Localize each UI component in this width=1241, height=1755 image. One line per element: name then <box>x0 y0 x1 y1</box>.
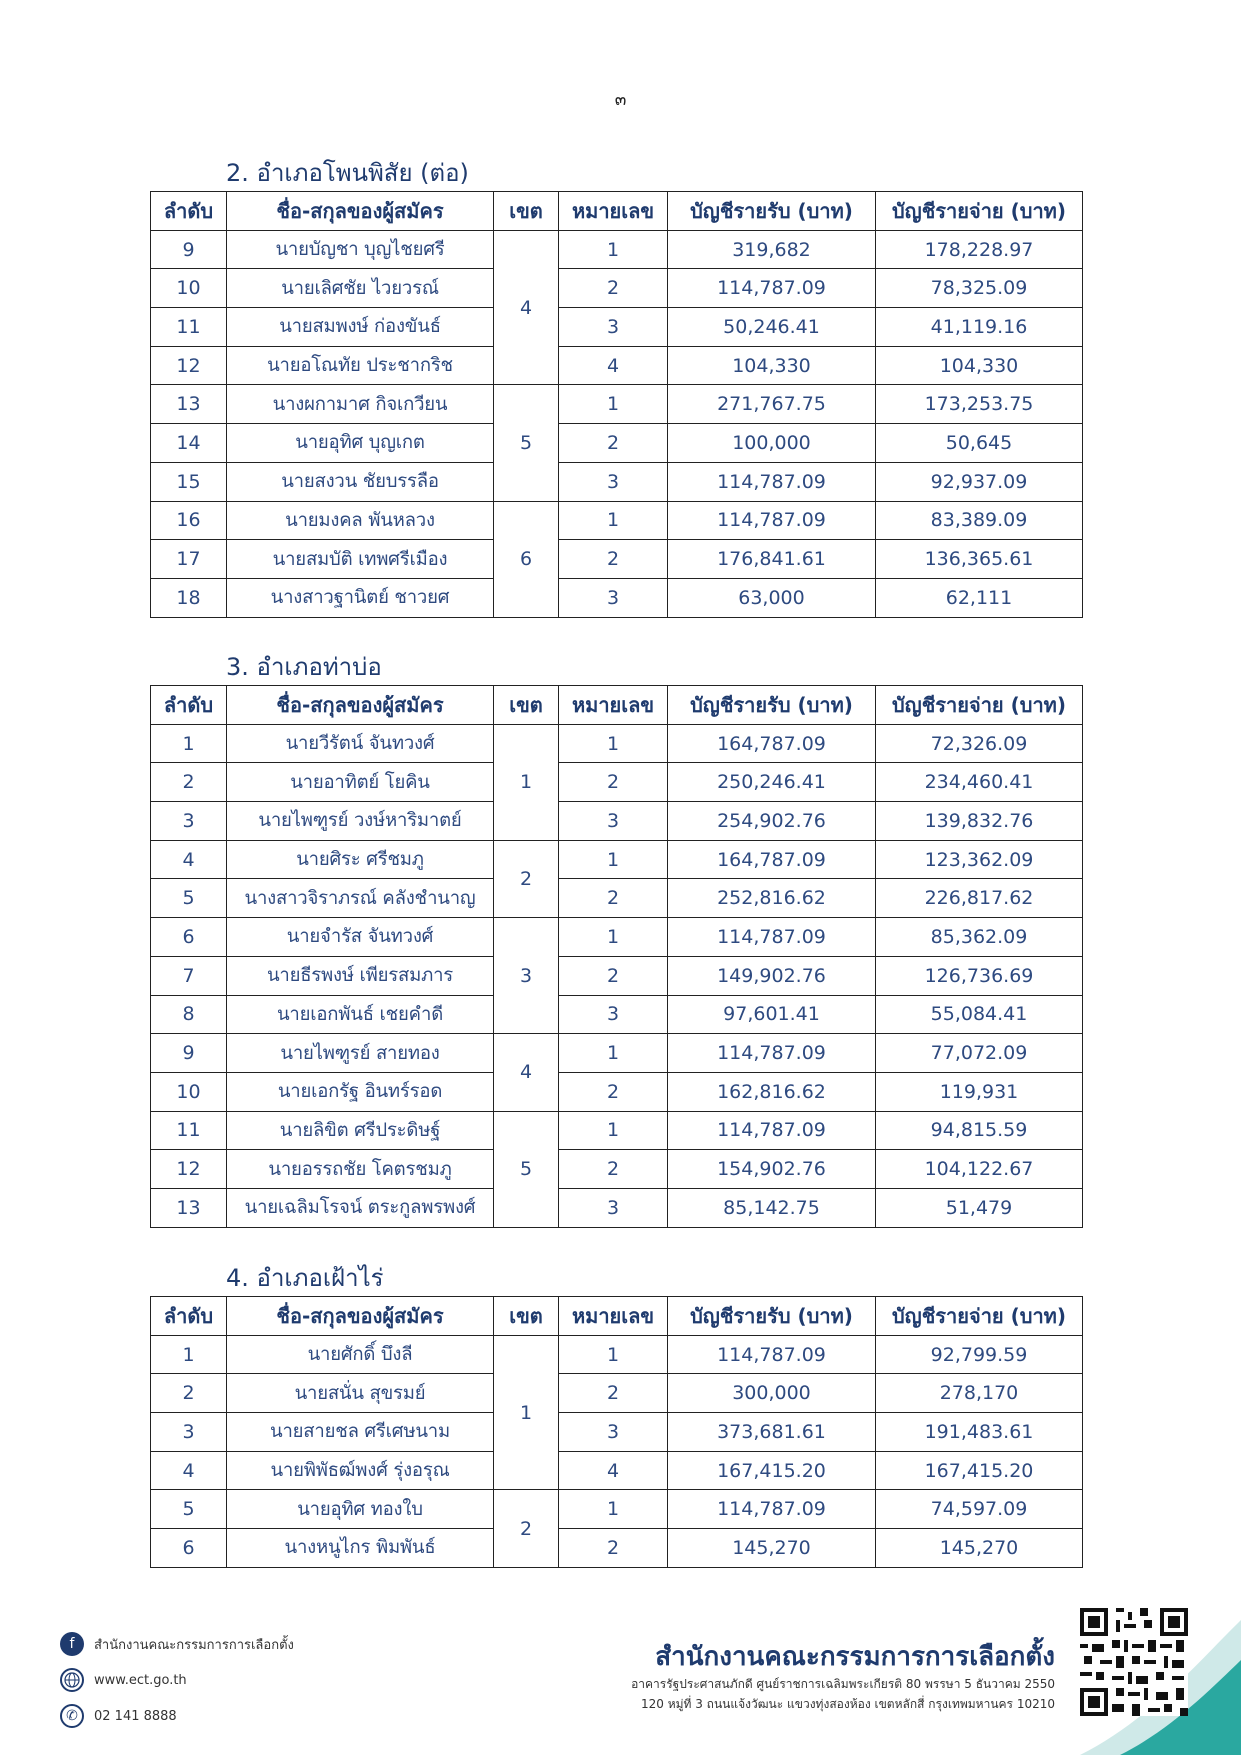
cell-expense: 85,362.09 <box>876 918 1083 957</box>
cell-number: 1 <box>559 1034 668 1073</box>
facebook-icon: f <box>60 1632 84 1656</box>
cell-income: 114,787.09 <box>668 269 876 308</box>
cell-income: 250,246.41 <box>668 763 876 802</box>
cell-expense: 126,736.69 <box>876 956 1083 995</box>
cell-number: 1 <box>559 840 668 879</box>
cell-expense: 62,111 <box>876 578 1083 617</box>
cell-income: 114,787.09 <box>668 462 876 501</box>
cell-expense: 72,326.09 <box>876 724 1083 763</box>
cell-income: 162,816.62 <box>668 1072 876 1111</box>
cell-name: นายสนั่น สุขรมย์ <box>227 1374 494 1413</box>
cell-number: 3 <box>559 1188 668 1227</box>
cell-number: 1 <box>559 385 668 424</box>
footer-facebook[interactable] <box>60 1626 294 1662</box>
table-row <box>151 1034 1083 1073</box>
cell-expense: 173,253.75 <box>876 385 1083 424</box>
cell-order: 10 <box>151 1072 227 1111</box>
footer-website[interactable] <box>60 1662 294 1698</box>
cell-name: นายไพฑูรย์ สายทอง <box>227 1034 494 1073</box>
cell-order: 4 <box>151 840 227 879</box>
cell-order: 2 <box>151 1374 227 1413</box>
cell-order: 11 <box>151 1111 227 1150</box>
cell-number: 3 <box>559 308 668 347</box>
cell-name: นายสมบัติ เทพศรีเมือง <box>227 540 494 579</box>
cell-income: 114,787.09 <box>668 918 876 957</box>
table-row <box>151 724 1083 763</box>
footer-phone[interactable] <box>60 1698 294 1734</box>
table-row <box>151 1413 1083 1452</box>
header-number: หมายเลข <box>559 686 668 725</box>
cell-expense: 167,415.20 <box>876 1451 1083 1490</box>
header-number: หมายเลข <box>559 1297 668 1336</box>
table-row <box>151 462 1083 501</box>
cell-number: 2 <box>559 1374 668 1413</box>
cell-number: 2 <box>559 1150 668 1189</box>
cell-order: 16 <box>151 501 227 540</box>
header-income: บัญชีรายรับ (บาท) <box>668 686 876 725</box>
header-income: บัญชีรายรับ (บาท) <box>668 192 876 231</box>
table-row <box>151 1374 1083 1413</box>
cell-income: 154,902.76 <box>668 1150 876 1189</box>
cell-zone: 5 <box>494 1111 559 1227</box>
table-row <box>151 879 1083 918</box>
header-order: ลำดับ <box>151 686 227 725</box>
section-fao-rai <box>150 1260 1082 1568</box>
cell-expense: 94,815.59 <box>876 1111 1083 1150</box>
header-name: ชื่อ-สกุลของผู้สมัคร <box>227 686 494 725</box>
header-order: ลำดับ <box>151 1297 227 1336</box>
cell-order: 9 <box>151 230 227 269</box>
cell-order: 17 <box>151 540 227 579</box>
cell-name: นางหนูไกร พิมพันธ์ <box>227 1529 494 1568</box>
cell-order: 2 <box>151 763 227 802</box>
table-row <box>151 346 1083 385</box>
cell-number: 2 <box>559 269 668 308</box>
cell-income: 97,601.41 <box>668 995 876 1034</box>
cell-name: นายจำรัส จันทวงศ์ <box>227 918 494 957</box>
cell-income: 63,000 <box>668 578 876 617</box>
cell-order: 9 <box>151 1034 227 1073</box>
cell-order: 10 <box>151 269 227 308</box>
cell-expense: 234,460.41 <box>876 763 1083 802</box>
cell-number: 3 <box>559 578 668 617</box>
cell-zone: 1 <box>494 724 559 840</box>
header-name: ชื่อ-สกุลของผู้สมัคร <box>227 192 494 231</box>
cell-expense: 51,479 <box>876 1188 1083 1227</box>
cell-name: นายเลิศชัย ไวยวรณ์ <box>227 269 494 308</box>
cell-income: 114,787.09 <box>668 1335 876 1374</box>
table-row <box>151 1490 1083 1529</box>
cell-expense: 226,817.62 <box>876 879 1083 918</box>
table-row <box>151 802 1083 841</box>
cell-income: 300,000 <box>668 1374 876 1413</box>
cell-number: 3 <box>559 1413 668 1452</box>
cell-order: 8 <box>151 995 227 1034</box>
cell-number: 1 <box>559 1335 668 1374</box>
cell-income: 50,246.41 <box>668 308 876 347</box>
cell-income: 164,787.09 <box>668 724 876 763</box>
address-line-1: อาคารรัฐประศาสนภักดี ศูนย์ราชการเฉลิมพระเกียรติ 80 พรรษา 5 ธันวาคม 2550 <box>631 1677 1055 1691</box>
cell-order: 18 <box>151 578 227 617</box>
footer-organization <box>631 1640 1055 1714</box>
cell-name: นางสาวจิราภรณ์ คลังชำนาญ <box>227 879 494 918</box>
cell-order: 14 <box>151 424 227 463</box>
website-label: www.ect.go.th <box>94 1672 187 1688</box>
cell-expense: 50,645 <box>876 424 1083 463</box>
table-row <box>151 918 1083 957</box>
cell-expense: 55,084.41 <box>876 995 1083 1034</box>
cell-income: 149,902.76 <box>668 956 876 995</box>
cell-income: 114,787.09 <box>668 1490 876 1529</box>
cell-order: 1 <box>151 1335 227 1374</box>
cell-income: 164,787.09 <box>668 840 876 879</box>
cell-income: 145,270 <box>668 1529 876 1568</box>
footer-contacts <box>60 1626 294 1734</box>
table-row <box>151 995 1083 1034</box>
cell-number: 3 <box>559 462 668 501</box>
candidate-table <box>150 1296 1083 1568</box>
cell-name: นายบัญชา บุญไชยศรี <box>227 230 494 269</box>
cell-name: นางผกามาศ กิจเกวียน <box>227 385 494 424</box>
cell-number: 4 <box>559 346 668 385</box>
cell-expense: 83,389.09 <box>876 501 1083 540</box>
cell-name: นายอรรถชัย โคตรชมภู <box>227 1150 494 1189</box>
cell-order: 6 <box>151 918 227 957</box>
cell-name: นายเฉลิมโรจน์ ตระกูลพรพงศ์ <box>227 1188 494 1227</box>
cell-income: 254,902.76 <box>668 802 876 841</box>
cell-name: นางสาวฐานิตย์ ชาวยศ <box>227 578 494 617</box>
cell-name: นายอาทิตย์ โยคิน <box>227 763 494 802</box>
table-row <box>151 424 1083 463</box>
cell-order: 7 <box>151 956 227 995</box>
cell-number: 3 <box>559 995 668 1034</box>
section-title: 2. อำเภอโพนพิสัย (ต่อ) <box>226 159 469 187</box>
cell-income: 167,415.20 <box>668 1451 876 1490</box>
cell-number: 2 <box>559 1529 668 1568</box>
table-row <box>151 1335 1083 1374</box>
cell-zone: 2 <box>494 840 559 917</box>
cell-name: นายศิระ ศรีชมภู <box>227 840 494 879</box>
table-row <box>151 540 1083 579</box>
cell-order: 13 <box>151 1188 227 1227</box>
cell-name: นายมงคล พันหลวง <box>227 501 494 540</box>
cell-number: 4 <box>559 1451 668 1490</box>
table-row <box>151 763 1083 802</box>
cell-name: นายเอกรัฐ อินทร์รอด <box>227 1072 494 1111</box>
cell-income: 176,841.61 <box>668 540 876 579</box>
cell-income: 114,787.09 <box>668 1111 876 1150</box>
cell-name: นายอโณทัย ประชากริช <box>227 346 494 385</box>
cell-expense: 104,330 <box>876 346 1083 385</box>
candidate-table <box>150 685 1083 1228</box>
section-tha-bo <box>150 649 1082 1228</box>
cell-number: 2 <box>559 879 668 918</box>
cell-expense: 139,832.76 <box>876 802 1083 841</box>
cell-zone: 5 <box>494 385 559 501</box>
cell-expense: 178,228.97 <box>876 230 1083 269</box>
cell-number: 1 <box>559 1111 668 1150</box>
cell-expense: 119,931 <box>876 1072 1083 1111</box>
cell-number: 1 <box>559 1490 668 1529</box>
cell-income: 104,330 <box>668 346 876 385</box>
cell-income: 85,142.75 <box>668 1188 876 1227</box>
table-row <box>151 385 1083 424</box>
cell-number: 2 <box>559 1072 668 1111</box>
phone-label: 02 141 8888 <box>94 1708 177 1724</box>
cell-number: 1 <box>559 918 668 957</box>
cell-order: 4 <box>151 1451 227 1490</box>
header-expense: บัญชีรายจ่าย (บาท) <box>876 1297 1083 1336</box>
table-row <box>151 269 1083 308</box>
table-header-row <box>151 192 1083 231</box>
header-zone: เขต <box>494 192 559 231</box>
cell-expense: 136,365.61 <box>876 540 1083 579</box>
header-income: บัญชีรายรับ (บาท) <box>668 1297 876 1336</box>
section-title: 4. อำเภอเฝ้าไร่ <box>226 1264 384 1292</box>
cell-number: 2 <box>559 540 668 579</box>
header-expense: บัญชีรายจ่าย (บาท) <box>876 192 1083 231</box>
cell-name: นายวีรัตน์ จันทวงศ์ <box>227 724 494 763</box>
cell-order: 1 <box>151 724 227 763</box>
cell-expense: 41,119.16 <box>876 308 1083 347</box>
header-name: ชื่อ-สกุลของผู้สมัคร <box>227 1297 494 1336</box>
cell-number: 1 <box>559 230 668 269</box>
globe-icon <box>60 1668 84 1692</box>
cell-zone: 2 <box>494 1490 559 1567</box>
phone-icon: ✆ <box>60 1704 84 1728</box>
cell-name: นายสงวน ชัยบรรลือ <box>227 462 494 501</box>
table-row <box>151 1072 1083 1111</box>
cell-name: นายสมพงษ์ ก่องขันธ์ <box>227 308 494 347</box>
cell-order: 5 <box>151 879 227 918</box>
table-row <box>151 1451 1083 1490</box>
table-row <box>151 1150 1083 1189</box>
table-row <box>151 501 1083 540</box>
cell-order: 3 <box>151 802 227 841</box>
cell-name: นายเอกพันธ์ เชยคำดี <box>227 995 494 1034</box>
cell-name: นายธีรพงษ์ เพียรสมภาร <box>227 956 494 995</box>
table-row <box>151 308 1083 347</box>
cell-income: 271,767.75 <box>668 385 876 424</box>
cell-order: 12 <box>151 1150 227 1189</box>
cell-income: 319,682 <box>668 230 876 269</box>
page-number: ๓ <box>614 90 627 110</box>
section-phon-phisai <box>150 155 1082 618</box>
section-title: 3. อำเภอท่าบ่อ <box>226 653 382 681</box>
org-name: สำนักงานคณะกรรมการการเลือกตั้ง <box>655 1642 1055 1672</box>
header-number: หมายเลข <box>559 192 668 231</box>
cell-zone: 4 <box>494 230 559 385</box>
cell-expense: 278,170 <box>876 1374 1083 1413</box>
header-expense: บัญชีรายจ่าย (บาท) <box>876 686 1083 725</box>
cell-name: นายพิพัธฒ์พงศ์ รุ่งอรุณ <box>227 1451 494 1490</box>
cell-name: นายลิขิต ศรีประดิษฐ์ <box>227 1111 494 1150</box>
cell-order: 3 <box>151 1413 227 1452</box>
table-row <box>151 1111 1083 1150</box>
cell-expense: 92,937.09 <box>876 462 1083 501</box>
cell-expense: 74,597.09 <box>876 1490 1083 1529</box>
table-row <box>151 230 1083 269</box>
cell-order: 5 <box>151 1490 227 1529</box>
table-row <box>151 578 1083 617</box>
cell-order: 12 <box>151 346 227 385</box>
table-header-row <box>151 1297 1083 1336</box>
cell-zone: 4 <box>494 1034 559 1111</box>
cell-name: นายสายชล ศรีเศษนาม <box>227 1413 494 1452</box>
table-header-row <box>151 686 1083 725</box>
address-line-2: 120 หมู่ที่ 3 ถนนแจ้งวัฒนะ แขวงทุ่งสองห้อง เขตหลักสี่ กรุงเทพมหานคร 10210 <box>640 1697 1055 1711</box>
table-row <box>151 956 1083 995</box>
qr-code-icon[interactable] <box>1080 1608 1188 1716</box>
cell-zone: 3 <box>494 918 559 1034</box>
cell-number: 2 <box>559 424 668 463</box>
header-zone: เขต <box>494 686 559 725</box>
candidate-table <box>150 191 1083 618</box>
cell-expense: 77,072.09 <box>876 1034 1083 1073</box>
cell-zone: 1 <box>494 1335 559 1490</box>
table-row <box>151 840 1083 879</box>
cell-number: 2 <box>559 956 668 995</box>
cell-income: 373,681.61 <box>668 1413 876 1452</box>
cell-order: 15 <box>151 462 227 501</box>
cell-income: 114,787.09 <box>668 501 876 540</box>
cell-number: 3 <box>559 802 668 841</box>
cell-expense: 145,270 <box>876 1529 1083 1568</box>
cell-order: 6 <box>151 1529 227 1568</box>
cell-expense: 123,362.09 <box>876 840 1083 879</box>
cell-number: 2 <box>559 763 668 802</box>
cell-zone: 6 <box>494 501 559 617</box>
facebook-label: สำนักงานคณะกรรมการการเลือกตั้ง <box>94 1637 294 1653</box>
cell-name: นายอุทิศ ทองใบ <box>227 1490 494 1529</box>
cell-name: นายไพฑูรย์ วงษ์หาริมาตย์ <box>227 802 494 841</box>
cell-number: 1 <box>559 724 668 763</box>
cell-income: 100,000 <box>668 424 876 463</box>
cell-order: 13 <box>151 385 227 424</box>
cell-number: 1 <box>559 501 668 540</box>
cell-income: 252,816.62 <box>668 879 876 918</box>
cell-expense: 191,483.61 <box>876 1413 1083 1452</box>
cell-income: 114,787.09 <box>668 1034 876 1073</box>
header-zone: เขต <box>494 1297 559 1336</box>
cell-name: นายอุทิศ บุญเกต <box>227 424 494 463</box>
cell-expense: 78,325.09 <box>876 269 1083 308</box>
cell-order: 11 <box>151 308 227 347</box>
cell-name: นายศักดิ์ บึงลี <box>227 1335 494 1374</box>
cell-expense: 92,799.59 <box>876 1335 1083 1374</box>
header-order: ลำดับ <box>151 192 227 231</box>
cell-expense: 104,122.67 <box>876 1150 1083 1189</box>
table-row <box>151 1529 1083 1568</box>
table-row <box>151 1188 1083 1227</box>
